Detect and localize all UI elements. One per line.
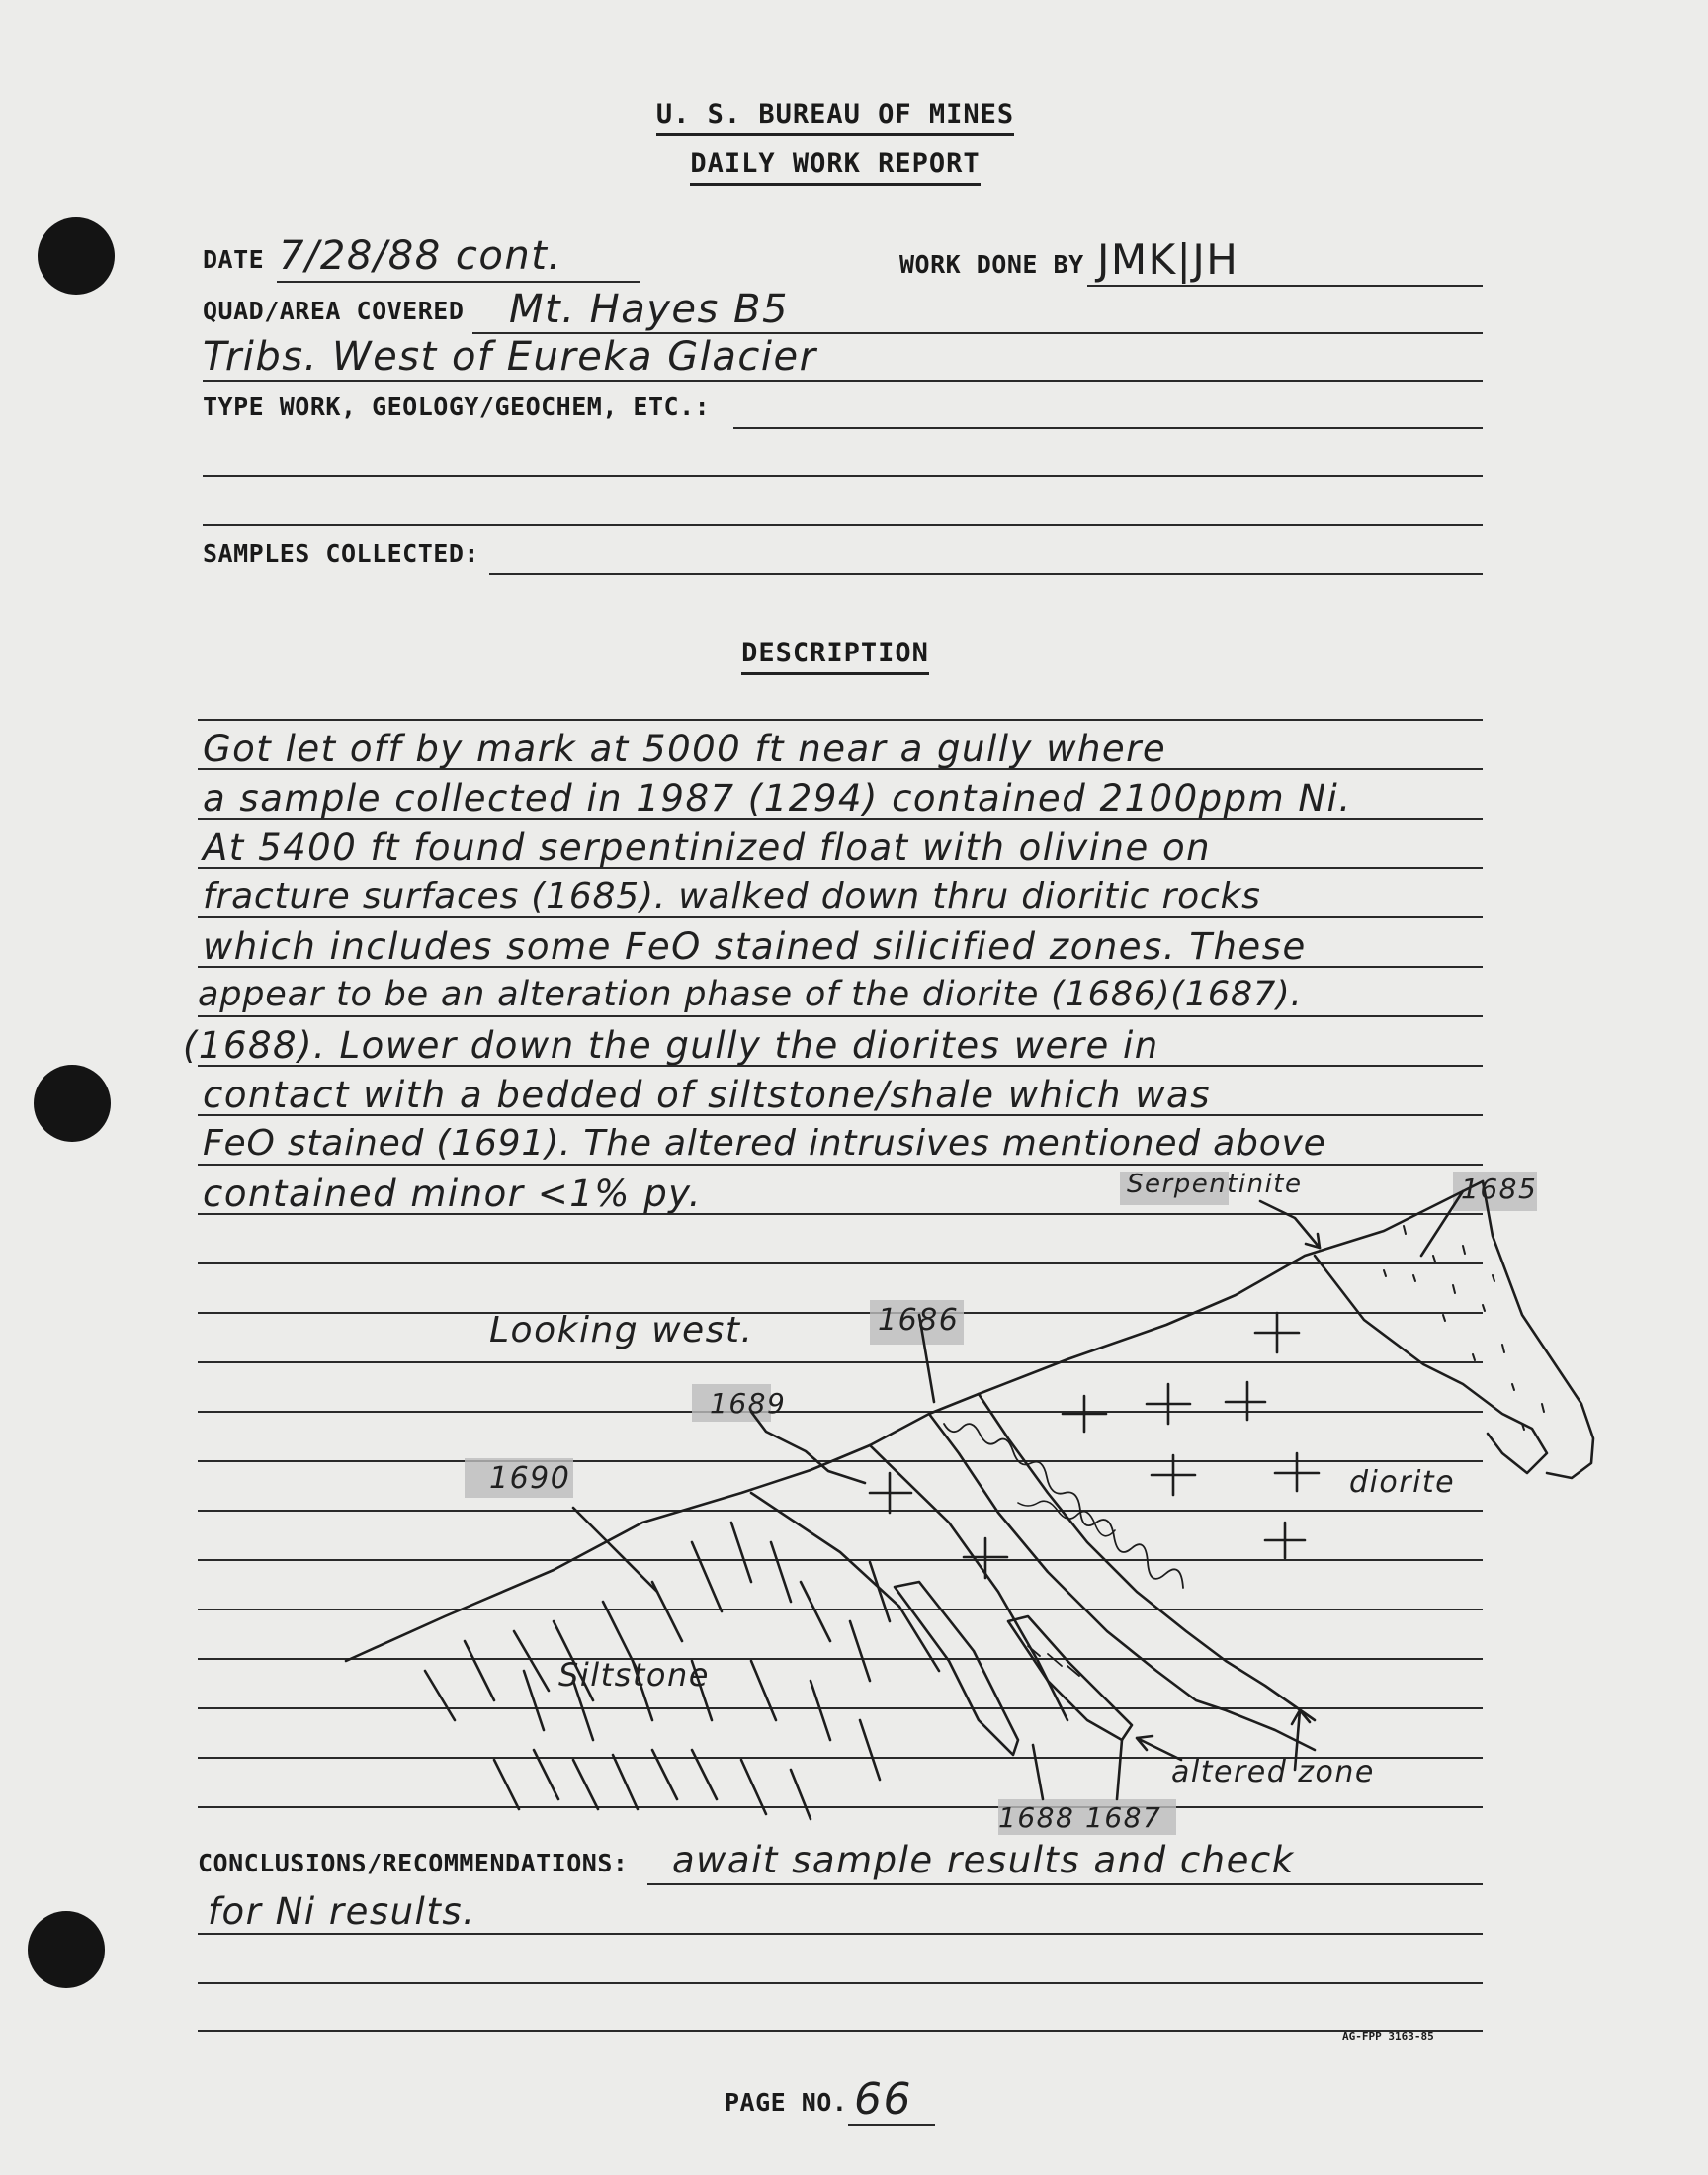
description-heading: DESCRIPTION <box>0 638 1670 668</box>
altered-zone-label: altered zone <box>1171 1755 1375 1789</box>
agency-heading: U. S. BUREAU OF MINES <box>0 99 1670 130</box>
description-line-8: contact with a bedded of siltstone/shale which was <box>203 1074 1211 1116</box>
quad-area-value: Mt. Hayes B5 <box>509 287 789 332</box>
date-label: DATE <box>203 245 265 274</box>
conclusions-line-3-rule <box>198 1982 1483 1984</box>
form-title: DAILY WORK REPORT <box>0 148 1670 179</box>
samples-collected-label: SAMPLES COLLECTED: <box>203 539 479 567</box>
description-line-9: FeO stained (1691). The altered intrusives mentioned above <box>203 1123 1326 1164</box>
form-code: AG-FPP 3163-85 <box>1342 2030 1434 2043</box>
conclusions-line-4-rule <box>198 2030 1483 2032</box>
description-line-5: which includes some FeO stained silicified zones. These <box>203 925 1307 968</box>
diorite-label: diorite <box>1349 1465 1456 1500</box>
description-line-6: appear to be an alteration phase of the diorite (1686)(1687). <box>198 975 1303 1014</box>
quad-area-value-line2: Tribs. West of Eureka Glacier <box>203 334 817 380</box>
work-done-by-label: WORK DONE BY <box>899 250 1084 279</box>
sample-1686-label: 1686 <box>878 1303 960 1338</box>
sample-1688-label: 1688 <box>998 1801 1075 1834</box>
description-line-2: a sample collected in 1987 (1294) contained 2100ppm Ni. <box>203 777 1352 820</box>
conclusions-line <box>647 1883 1483 1885</box>
page-number-label: PAGE NO. <box>725 2088 848 2117</box>
work-done-by-value: JMK|JH <box>1097 235 1239 284</box>
sample-1687-label: 1687 <box>1085 1801 1162 1834</box>
conclusions-line-2: for Ni results. <box>208 1890 476 1933</box>
description-line-1: Got let off by mark at 5000 ft near a gully where <box>203 728 1167 770</box>
siltstone-label: Siltstone <box>558 1656 710 1694</box>
date-value: 7/28/88 cont. <box>279 233 562 279</box>
description-line-7: (1688). Lower down the gully the diorites were in <box>183 1024 1159 1067</box>
sample-1685-label: 1685 <box>1461 1173 1538 1205</box>
quad-area-label: QUAD/AREA COVERED <box>203 297 465 325</box>
description-line-10: contained minor <1% py. <box>203 1173 702 1215</box>
description-line-4: fracture surfaces (1685). walked down thru dioritic rocks <box>203 876 1261 916</box>
description-line-3: At 5400 ft found serpentinized float with olivine on <box>203 826 1212 869</box>
type-work-label: TYPE WORK, GEOLOGY/GEOCHEM, ETC.: <box>203 392 711 421</box>
sample-1690-label: 1690 <box>489 1461 571 1496</box>
page-number-value: 66 <box>854 2074 912 2125</box>
sketch-caption: Looking west. <box>489 1310 754 1350</box>
sample-1689-label: 1689 <box>710 1387 787 1420</box>
serpentinite-label: Serpentinite <box>1127 1170 1303 1199</box>
conclusions-label: CONCLUSIONS/RECOMMENDATIONS: <box>198 1849 629 1877</box>
conclusions-line-2-rule <box>198 1933 1483 1935</box>
conclusions-line-1: await sample results and check <box>672 1839 1295 1881</box>
